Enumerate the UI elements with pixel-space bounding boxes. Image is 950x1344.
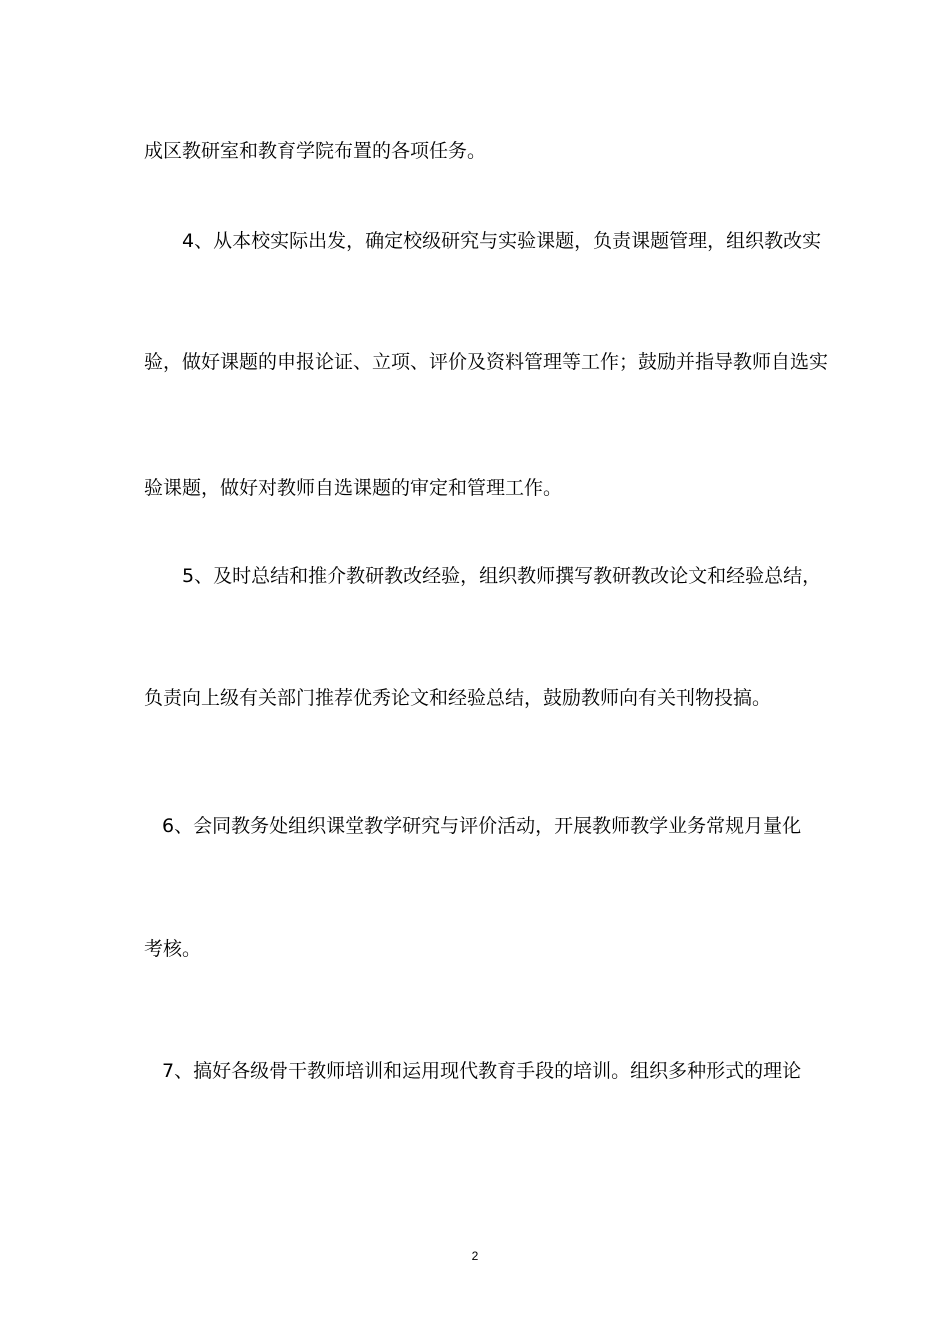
paragraph-item-4-line-3: 验课题，做好对教师自选课题的审定和管理工作。	[144, 477, 563, 499]
paragraph-item-6-line-1: 6、会同教务处组织课堂教学研究与评价活动，开展教师教学业务常规月量化	[162, 815, 802, 837]
paragraph-item-4-line-2: 验，做好课题的申报论证、立项、评价及资料管理等工作；鼓励并指导教师自选实	[144, 351, 829, 373]
page-number: 2	[471, 1249, 479, 1263]
text-line: 成区教研室和教育学院布置的各项任务。	[144, 140, 487, 162]
paragraph-item-6-line-2: 考核。	[144, 938, 202, 960]
paragraph-item-5-line-1: 5、及时总结和推介教研教改经验，组织教师撰写教研教改论文和经验总结，	[182, 565, 822, 587]
paragraph-item-4-line-1: 4、从本校实际出发，确定校级研究与实验课题，负责课题管理，组织教改实	[182, 230, 822, 252]
paragraph-item-7-line-1: 7、搞好各级骨干教师培训和运用现代教育手段的培训。组织多种形式的理论	[162, 1060, 802, 1082]
paragraph-item-5-line-2: 负责向上级有关部门推荐优秀论文和经验总结，鼓励教师向有关刊物投搞。	[144, 687, 772, 709]
